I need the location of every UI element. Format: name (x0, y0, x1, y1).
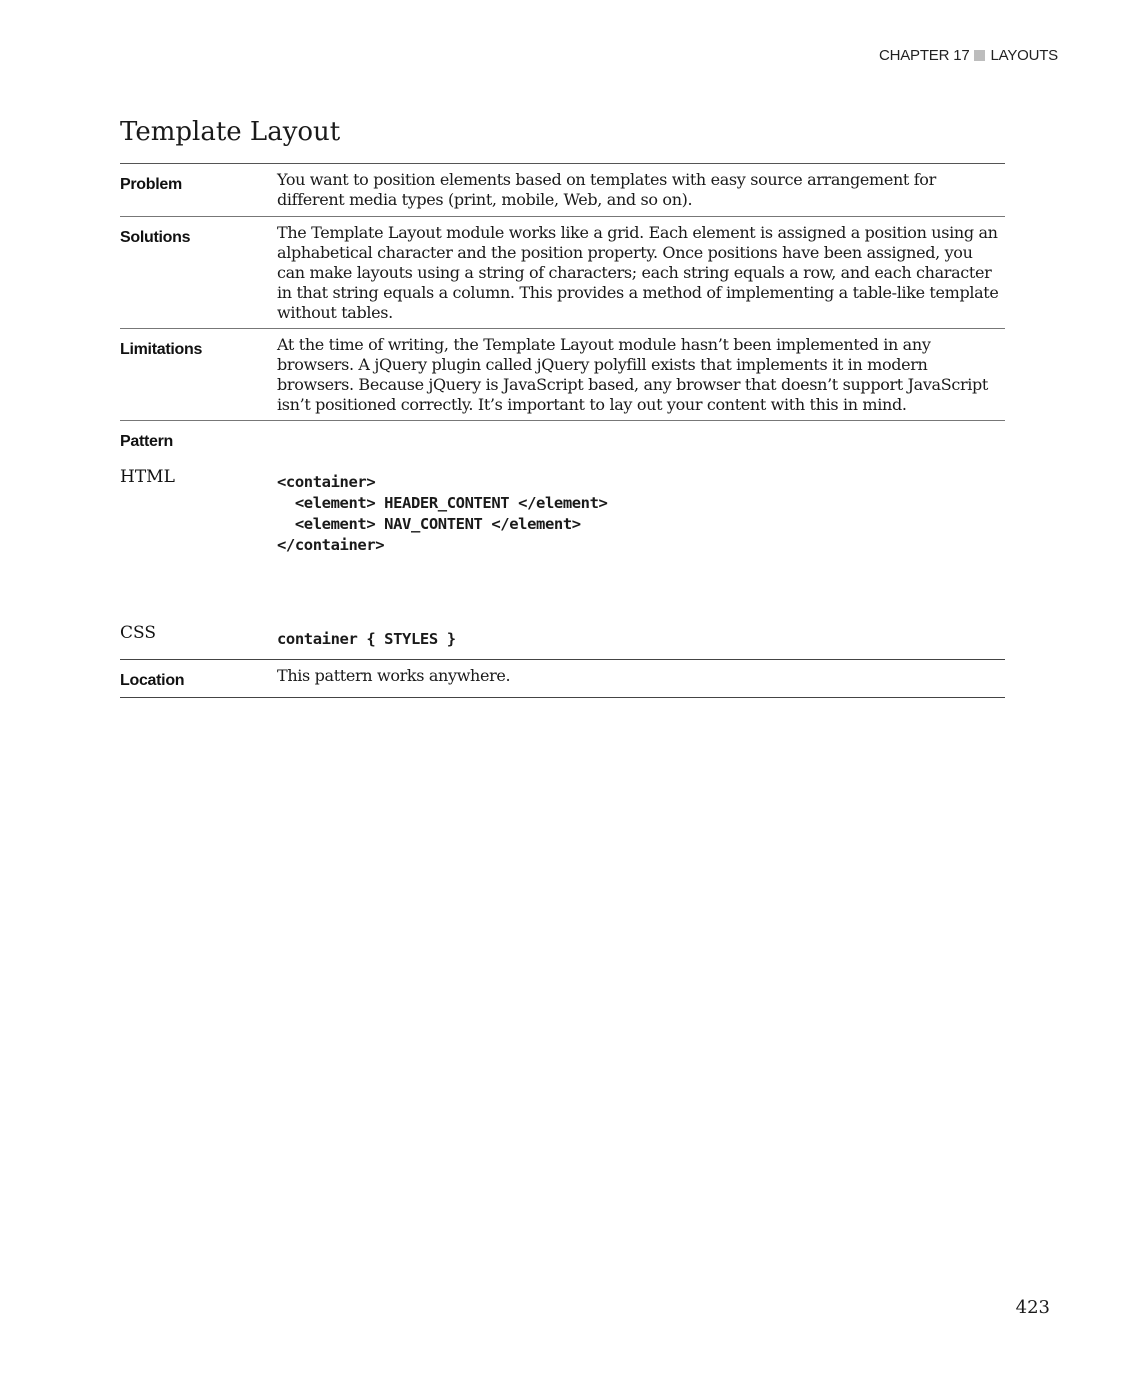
table-row-css (120, 609, 1005, 660)
html-code-block: <container> <element> HEADER_CONTENT </element> <element> NAV_CONTENT </element> </container> (277, 473, 608, 554)
row-label: Solutions (120, 229, 191, 246)
row-code-cell (277, 459, 1005, 609)
row-label: Limitations (120, 341, 203, 358)
row-text: The Template Layout module works like a grid. Each element is assigned a position using an alphabetical character and the position property. Once positions have been assigned, you can make layouts using a string of characters; each string equals a row, and each character in that string equals a column. This provides a method of implementing a table-like template without tables. (277, 223, 999, 322)
table-row-limitations (120, 329, 1005, 421)
chapter-label: CHAPTER 17 (878, 47, 970, 64)
css-code-block: container { STYLES } (277, 630, 456, 648)
section-label: LAYOUTS (990, 47, 1058, 64)
row-label: Pattern (120, 433, 174, 450)
row-text: This pattern works anywhere. (277, 666, 511, 685)
running-header (879, 47, 1058, 64)
page-title: Template Layout (120, 117, 341, 147)
table-row-pattern (120, 421, 1005, 459)
table-row-problem (120, 164, 1005, 217)
row-label: HTML (120, 467, 175, 487)
row-code-cell (277, 609, 1005, 659)
row-label: Location (120, 672, 185, 689)
square-separator-icon (974, 50, 985, 61)
row-text: At the time of writing, the Template Layout module hasn’t been implemented in any browsers. A jQuery plugin called jQuery polyfill exists that implements it in modern browsers. Because jQuery is JavaScript based, any browser that doesn’t support JavaScript isn’t positioned correctly. It’s important to lay out your content with this in mind. (277, 335, 989, 414)
page-number: 423 (1015, 1297, 1050, 1318)
table-row-location (120, 660, 1005, 698)
row-label: Problem (120, 176, 182, 193)
table-row-html (120, 459, 1005, 609)
row-label: CSS (120, 623, 157, 643)
row-text (277, 421, 1005, 459)
row-text: You want to position elements based on templates with easy source arrangement for different media types (print, mobile, Web, and so on). (277, 170, 936, 209)
table-row-solutions (120, 217, 1005, 329)
pattern-table (120, 163, 1005, 698)
